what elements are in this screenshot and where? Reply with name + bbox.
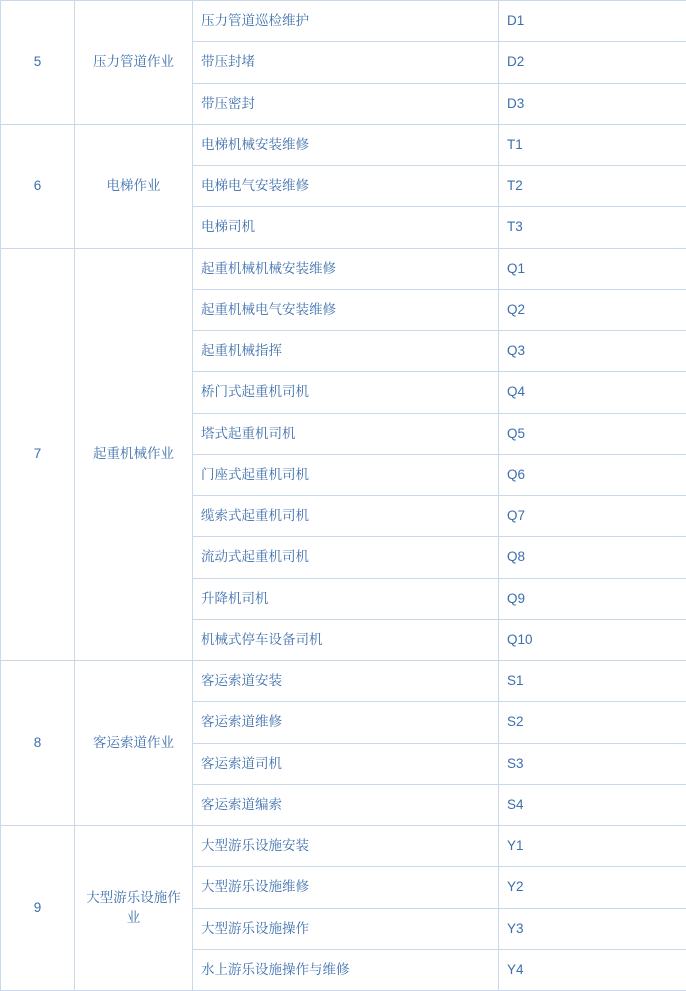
item-code-cell: Y4 <box>499 949 686 990</box>
category-cell: 大型游乐设施作业 <box>75 826 193 991</box>
category-cell: 客运索道作业 <box>75 661 193 826</box>
category-cell: 起重机械作业 <box>75 248 193 661</box>
operation-item-cell: 门座式起重机司机 <box>193 454 499 495</box>
item-code-cell: S1 <box>499 661 686 702</box>
item-code-cell: D2 <box>499 42 686 83</box>
operation-item-cell: 客运索道司机 <box>193 743 499 784</box>
operation-item-cell: 缆索式起重机司机 <box>193 496 499 537</box>
item-code-cell: S4 <box>499 784 686 825</box>
operation-item-cell: 塔式起重机司机 <box>193 413 499 454</box>
operation-item-cell: 电梯电气安装维修 <box>193 166 499 207</box>
item-code-cell: S2 <box>499 702 686 743</box>
operation-item-cell: 流动式起重机司机 <box>193 537 499 578</box>
operation-item-cell: 起重机械机械安装维修 <box>193 248 499 289</box>
item-code-cell: S3 <box>499 743 686 784</box>
operation-item-cell: 大型游乐设施安装 <box>193 826 499 867</box>
operation-item-cell: 电梯司机 <box>193 207 499 248</box>
table-body <box>1 1 686 991</box>
item-code-cell: Y1 <box>499 826 686 867</box>
item-code-cell: Y3 <box>499 908 686 949</box>
item-code-cell: T1 <box>499 124 686 165</box>
operation-item-cell: 带压密封 <box>193 83 499 124</box>
row-number-cell: 8 <box>1 661 75 826</box>
row-number-cell: 5 <box>1 1 75 125</box>
row-number-cell: 9 <box>1 826 75 991</box>
item-code-cell: Q8 <box>499 537 686 578</box>
operation-item-cell: 升降机司机 <box>193 578 499 619</box>
operation-item-cell: 机械式停车设备司机 <box>193 619 499 660</box>
operation-item-cell: 客运索道编索 <box>193 784 499 825</box>
category-cell: 电梯作业 <box>75 124 193 248</box>
item-code-cell: Q4 <box>499 372 686 413</box>
operation-item-cell: 桥门式起重机司机 <box>193 372 499 413</box>
item-code-cell: Y2 <box>499 867 686 908</box>
item-code-cell: Q7 <box>499 496 686 537</box>
item-code-cell: D3 <box>499 83 686 124</box>
item-code-cell: Q6 <box>499 454 686 495</box>
item-code-cell: Q1 <box>499 248 686 289</box>
operation-item-cell: 电梯机械安装维修 <box>193 124 499 165</box>
operation-item-cell: 客运索道安装 <box>193 661 499 702</box>
operation-item-cell: 水上游乐设施操作与维修 <box>193 949 499 990</box>
item-code-cell: D1 <box>499 1 686 42</box>
item-code-cell: T2 <box>499 166 686 207</box>
table-row <box>1 1 686 42</box>
row-number-cell: 6 <box>1 124 75 248</box>
item-code-cell: Q5 <box>499 413 686 454</box>
operation-item-cell: 带压封堵 <box>193 42 499 83</box>
category-cell: 压力管道作业 <box>75 1 193 125</box>
item-code-cell: Q3 <box>499 331 686 372</box>
operation-item-cell: 客运索道维修 <box>193 702 499 743</box>
item-code-cell: Q10 <box>499 619 686 660</box>
operation-item-cell: 大型游乐设施操作 <box>193 908 499 949</box>
table-row <box>1 248 686 289</box>
operation-item-cell: 起重机械指挥 <box>193 331 499 372</box>
item-code-cell: Q2 <box>499 289 686 330</box>
item-code-cell: Q9 <box>499 578 686 619</box>
item-code-cell: T3 <box>499 207 686 248</box>
table-row <box>1 661 686 702</box>
table-row <box>1 124 686 165</box>
table-row <box>1 826 686 867</box>
operation-item-cell: 起重机械电气安装维修 <box>193 289 499 330</box>
operation-item-cell: 压力管道巡检维护 <box>193 1 499 42</box>
operation-item-cell: 大型游乐设施维修 <box>193 867 499 908</box>
row-number-cell: 7 <box>1 248 75 661</box>
